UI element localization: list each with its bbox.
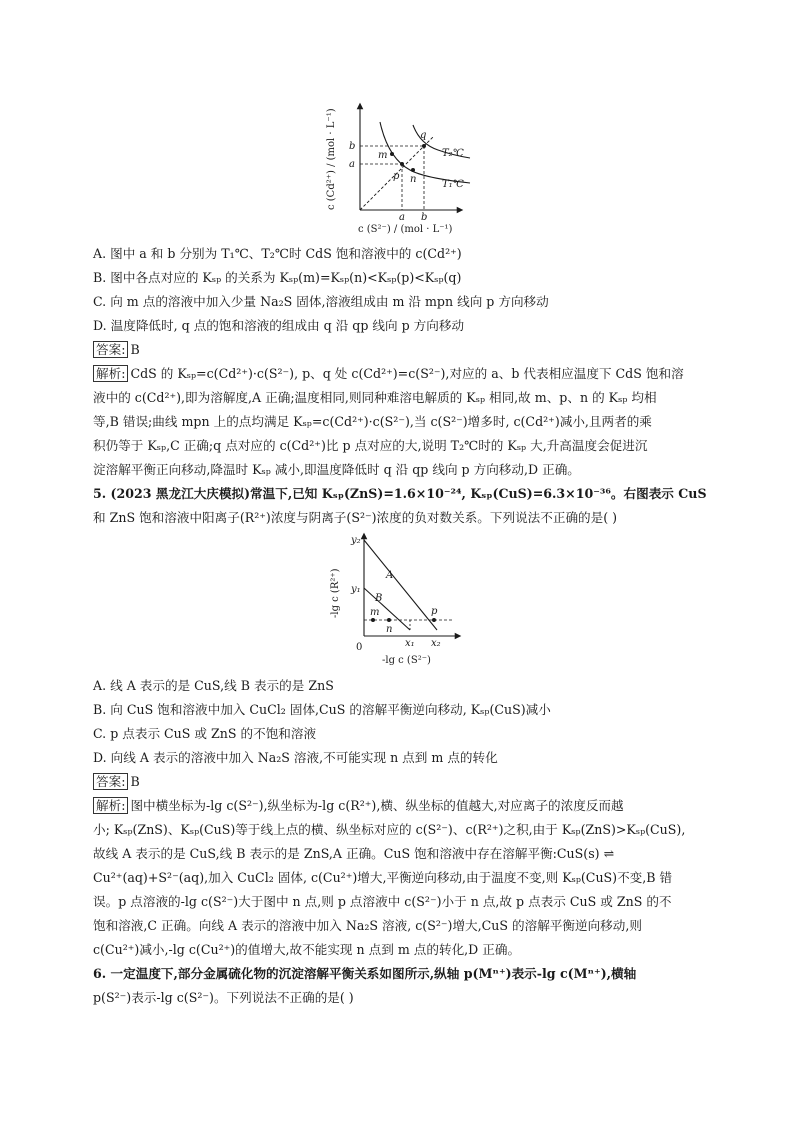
q4-analysis-line-2: 液中的 c(Cd²⁺),即为溶解度,A 正确;温度相同,则同种难溶电解质的 Kₛₚ 相同,故 m、p、n 的 Kₛₚ 均相 bbox=[93, 390, 657, 405]
y-axis-label: -lg c (R²⁺) bbox=[330, 568, 341, 618]
analysis-label: 解析: bbox=[93, 797, 128, 814]
point-m bbox=[390, 152, 394, 156]
q5-answer bbox=[93, 770, 733, 794]
point-q bbox=[422, 144, 426, 148]
answer-value: B bbox=[130, 342, 140, 357]
q5-analysis-line-6: 饱和溶液,C 正确。向线 A 表示的溶液中加入 Na₂S 溶液, c(S²⁻)增大,CuS 的溶解平衡逆向移动,则 bbox=[93, 918, 642, 933]
q4-option-a: A. 图中 a 和 b 分别为 T₁℃、T₂℃时 CdS 饱和溶液中的 c(Cd²⁺) bbox=[93, 246, 462, 261]
answer-value: B bbox=[130, 774, 140, 789]
q4-analysis-line-3: 等,B 错误;曲线 mpn 上的点均满足 Kₛₚ=c(Cd²⁺)·c(S²⁻),当 c(S²⁻)增多时, c(Cd²⁺)减小,且两者的乘 bbox=[93, 414, 652, 429]
q4-option-b: B. 图中各点对应的 Kₛₚ 的关系为 Kₛₚ(m)=Kₛₚ(n)<Kₛₚ(p)<Kₛₚ(q) bbox=[93, 270, 462, 285]
q4-option-d: D. 温度降低时, q 点的饱和溶液的组成由 q 沿 qp 线向 p 方向移动 bbox=[93, 318, 465, 333]
tick-a-y: a bbox=[349, 159, 355, 170]
label-p: p bbox=[393, 171, 400, 182]
y-axis-label: c (Cd²⁺) / (mol · L⁻¹) bbox=[326, 108, 337, 210]
point-m bbox=[371, 618, 375, 622]
tick-x2: x₂ bbox=[431, 638, 441, 649]
q4-answer bbox=[93, 338, 733, 362]
answer-label: 答案: bbox=[93, 773, 128, 790]
figure-1-cds-solubility bbox=[320, 98, 490, 238]
origin-label: 0 bbox=[356, 642, 363, 653]
q5-analysis-line-3: 故线 A 表示的是 CuS,线 B 表示的是 ZnS,A 正确。CuS 饱和溶液中存在溶解平衡:CuS(s) ⇌ bbox=[93, 846, 615, 861]
q5-option-c: C. p 点表示 CuS 或 ZnS 的不饱和溶液 bbox=[93, 726, 317, 741]
q5-option-d: D. 向线 A 表示的溶液中加入 Na₂S 溶液,不可能实现 n 点到 m 点的转化 bbox=[93, 750, 498, 765]
tick-y2: y₂ bbox=[351, 535, 361, 546]
q6-stem-line-1: 6. 一定温度下,部分金属硫化物的沉淀溶解平衡关系如图所示,纵轴 p(Mⁿ⁺)表示-lg c(Mⁿ⁺),横轴 bbox=[93, 966, 637, 981]
q5-stem-line-2: 和 ZnS 饱和溶液中阳离子(R²⁺)浓度与阴离子(S²⁻)浓度的负对数关系。下列说法不正确的是( ) bbox=[93, 510, 618, 525]
figure-2-log-concentration bbox=[325, 530, 465, 670]
q5-analysis-line-5: 误。p 点溶液的-lg c(S²⁻)大于图中 n 点,则 p 点溶液中 c(S²⁻)小于 n 点,故 p 点表示 CuS 或 ZnS 的不 bbox=[93, 894, 672, 909]
q5-analysis-line-4: Cu²⁺(aq)+S²⁻(aq),加入 CuCl₂ 固体, c(Cu²⁺)增大,平衡逆向移动,由于温度不变,则 Kₛₚ(CuS)不变,B 错 bbox=[93, 870, 673, 885]
q4-analysis-line-5: 淀溶解平衡正向移动,降温时 Kₛₚ 减小,即温度降低时 q 沿 qp 线向 p 方向移动,D 正确。 bbox=[93, 462, 580, 477]
q5-stem-line-1: 5. (2023 黑龙江大庆模拟)常温下,已知 Kₛₚ(ZnS)=1.6×10⁻²⁴, Kₛₚ(CuS)=6.3×10⁻³⁶。右图表示 CuS bbox=[93, 486, 707, 501]
tick-b-x: b bbox=[421, 212, 428, 223]
x-axis-label: c (S²⁻) / (mol · L⁻¹) bbox=[358, 224, 453, 235]
label-t2: T₂℃ bbox=[442, 148, 464, 159]
x-axis-label: -lg c (S²⁻) bbox=[382, 655, 431, 666]
label-m: m bbox=[370, 607, 380, 618]
tick-b-y: b bbox=[349, 141, 356, 152]
analysis-label: 解析: bbox=[93, 365, 128, 382]
tick-x1: x₁ bbox=[405, 638, 415, 649]
tick-a-x: a bbox=[399, 212, 405, 223]
point-p bbox=[400, 162, 404, 166]
label-line-b: B bbox=[375, 593, 383, 604]
label-p: p bbox=[431, 606, 438, 617]
q5-analysis-line-1: 解析: 图中横坐标为-lg c(S²⁻),纵坐标为-lg c(R²⁺),横、纵坐标的值越大,对应离子的浓度反而越 bbox=[93, 794, 733, 818]
q5-analysis-line-7: c(Cu²⁺)减小,-lg c(Cu²⁺)的值增大,故不能实现 n 点到 m 点的转化,D 正确。 bbox=[93, 942, 521, 957]
q5-analysis-line-2: 小; Kₛₚ(ZnS)、Kₛₚ(CuS)等于线上点的横、纵坐标对应的 c(S²⁻)、c(R²⁺)之积,由于 Kₛₚ(ZnS)>Kₛₚ(CuS), bbox=[93, 822, 686, 837]
q5-option-b: B. 向 CuS 饱和溶液中加入 CuCl₂ 固体,CuS 的溶解平衡逆向移动, Kₛₚ(CuS)减小 bbox=[93, 702, 551, 717]
label-n: n bbox=[386, 624, 393, 635]
label-t1: T₁℃ bbox=[442, 179, 464, 190]
q4-analysis-line-4: 积仍等于 Kₛₚ,C 正确;q 点对应的 c(Cd²⁺)比 p 点对应的大,说明 T₂℃时的 Kₛₚ 大,升高温度会促进沉 bbox=[93, 438, 648, 453]
q5-option-a: A. 线 A 表示的是 CuS,线 B 表示的是 ZnS bbox=[93, 678, 334, 693]
label-n: n bbox=[410, 174, 417, 185]
label-line-a: A bbox=[386, 570, 394, 581]
tick-y1: y₁ bbox=[351, 584, 361, 595]
answer-label: 答案: bbox=[93, 341, 128, 358]
point-n bbox=[387, 618, 391, 622]
point-p bbox=[432, 618, 436, 622]
label-q: q bbox=[420, 130, 427, 141]
point-n bbox=[411, 168, 415, 172]
q4-analysis-line-1: 解析: CdS 的 Kₛₚ=c(Cd²⁺)·c(S²⁻), p、q 处 c(Cd²⁺)=c(S²⁻),对应的 a、b 代表相应温度下 CdS 饱和溶 bbox=[93, 362, 733, 386]
q6-stem-line-2: p(S²⁻)表示-lg c(S²⁻)。下列说法不正确的是( ) bbox=[93, 990, 354, 1005]
label-m: m bbox=[378, 150, 388, 161]
q4-option-c: C. 向 m 点的溶液中加入少量 Na₂S 固体,溶液组成由 m 沿 mpn 线向 p 方向移动 bbox=[93, 294, 549, 309]
